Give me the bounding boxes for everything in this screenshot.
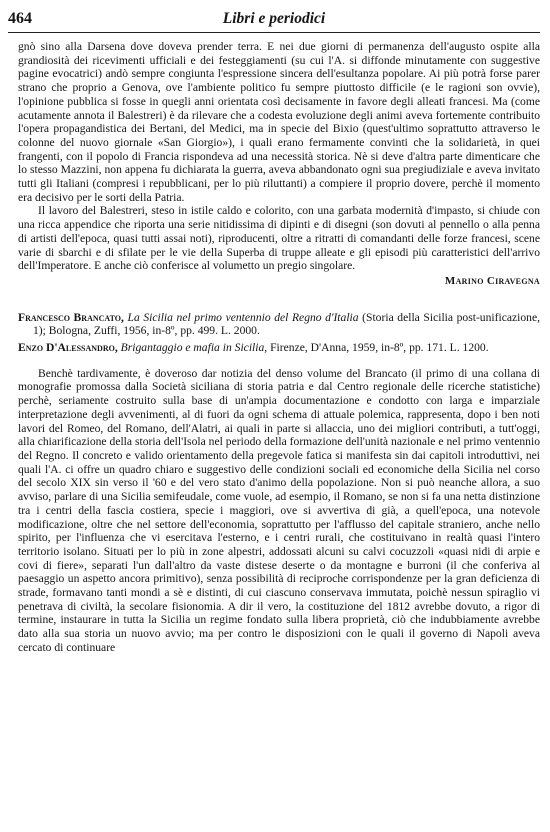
page-number: 464	[8, 10, 32, 27]
page-body	[18, 40, 540, 655]
bibliographic-entry-1	[18, 311, 540, 338]
bib1-details: (Storia della Sicilia post-unificazione, 1); Bologna, Zuffi, 1956, in-8º, pp. 499. L. 2000.	[33, 310, 540, 338]
bib2-details: Firenze, D'Anna, 1959, in-8º, pp. 171. L. 1200.	[270, 341, 489, 355]
review1-signature: Marino Ciravegna	[444, 274, 540, 287]
bib2-title: Brigantaggio e mafia in Sicilia,	[120, 341, 268, 355]
bib2-author: Enzo D'Alessandro,	[18, 341, 118, 355]
bibliographic-entry-2	[18, 341, 540, 355]
bib1-author: Francesco Brancato,	[18, 310, 124, 324]
header-rule	[8, 32, 540, 33]
page-header	[8, 8, 540, 34]
running-title: Libri e periodici	[222, 10, 326, 27]
bib-gap	[18, 358, 540, 367]
review1-paragraph-2: Il lavoro del Balestreri, steso in istile caldo e colorito, con una garbata modernità d'impasto, si chiude con una ricca appendice che riporta una serie nitidissima di dipinti e di disegni (son dovuti al pennello o alla penna di artisti dell'epoca, quasi tutti assai noti), riproducenti, oltre a ritratti di comandanti delle forze francesi, scene varie di sbarchi e di sfilate per le vie della Superba di truppe alleate e gli episodi più caratteristici dell'arrivo dell'Imperatore. E anche ciò conferisce al volumetto un pregio singolare.	[18, 204, 540, 273]
section-gap	[18, 289, 540, 311]
review-sicilia	[18, 311, 540, 655]
review-balestreri	[18, 40, 540, 289]
bib1-title: La Sicilia nel primo ventennio del Regno d'Italia	[127, 310, 359, 324]
review1-paragraph-1: gnò sino alla Darsena dove doveva prender terra. E nei due giorni di permanenza dell'augusto ospite alla grandiosità dei ricevimenti ufficiali e dei festeggiamenti (su cui l'A. si diffonde minutamente con suggestive pagine evocatrici) andò sempre congiunta l'espressione sincera dell'esultanza popolare. Ai più potrà forse parer strano che proprio a Genova, ove l'ambiente politico fu sempre piuttosto difficile (e le ragioni son ovvie), l'opinione pubblica si fosse in quegli anni orientata così decisamente in favore degli alleati francesi. Ma (come acutamente annota il Balestreri) è da rilevare che a codesta evoluzione degli animi aveva fortemente contribuito l'opera propagandistica dei Bertani, del Medici, ma in specie del Bixio (quest'ultimo soprattutto attraverso le colonne del nuovo giornale «San Giorgio»), i quali erano fermamente convinti che la solidarietà, in quei frangenti, con il popolo di Francia rispondeva ad una necessità storica. Nè si deve d'altra parte dimenticare che lo stesso Mazzini, non appena fu dichiarata la guerra, aveva abbandonato ogni sua pregiudiziale e aveva invitato tutti gli Italiani (compresi i repubblicani, per lo più riluttanti) a compiere il proprio dovere, perchè il momento era decisivo per le sorti della Patria.	[18, 40, 540, 204]
review2-paragraph-1: Benchè tardivamente, è doveroso dar notizia del denso volume del Brancato (il primo di una collana di monografie promossa dalla Società siciliana di storia patria e dal Centro regionale delle ricerche statistiche) perchè, seriamente costruito sulla base di un'ampia documentazione e condotto con larga e imparziale interpretazione degli avvenimenti, al di fuori da ogni schema di attuale polemica, rappresenta, dopo i ben noti lavori del Romeo, del Romano, dell'Alatri, ai quali in parte si allaccia, uno dei migliori contributi, a tutt'oggi, alla chiarificazione della storia dell'Isola nel periodo della formazione dell'unità nazionale e nel primo ventennio del Regno. Il concreto e valido orientamento della pregevole fatica si manifesta sin dai capitoli introduttivi, nei quali l'A. ci offre un quadro chiaro e suggestivo delle condizioni sociali ed economiche della Sicilia nel corso del secolo XIX sin verso il '60 e del vero stato d'animo della popolazione. Non si può neanche allora, a suo avviso, parlare di una Sicilia semifeudale, come vuole, ad esempio, il Romano, se non si fa una netta distinzione tra i centri della fascia costiera, specie i maggiori, ove si avvertiva di già, a quell'epoca, una notevole modificazione, oltre che nel settore dell'economia, soprattutto per l'afflusso del capitale straniero, anche nello spirito, per l'influenza che vi esercitava l'esterno, e i centri rurali, che costituivano in realtà quasi l'intero territorio isolano. Situati per lo più in zone alpestri, addossati alcuni su calvi cocuzzoli «quasi nidi di arpie e covi di fiere», separati l'un dall'altro da vaste distese deserte o da montagne e burroni (il che conferiva al paesaggio un aspetto ancora primitivo), senza possibilità di reciproche corrispondenze per la gran deficienza di strade, formavano tanti mondi a sè e distinti, di cui ciascuno conservava immutata, poichè nessun spiraglio vi penetrava di civiltà, la secolare fisionomia. A dir il vero, la costituzione del 1812 avrebbe dovuto, a rigor di termine, instaurare in tutta la Sicilia un regime fondato sulla libera proprietà, ciò che indubbiamente avrebbe dato alla sua storia un nuovo avvio; ma per contro le disposizioni con le quali il governo di Napoli aveva cercato di continuare	[18, 366, 540, 654]
